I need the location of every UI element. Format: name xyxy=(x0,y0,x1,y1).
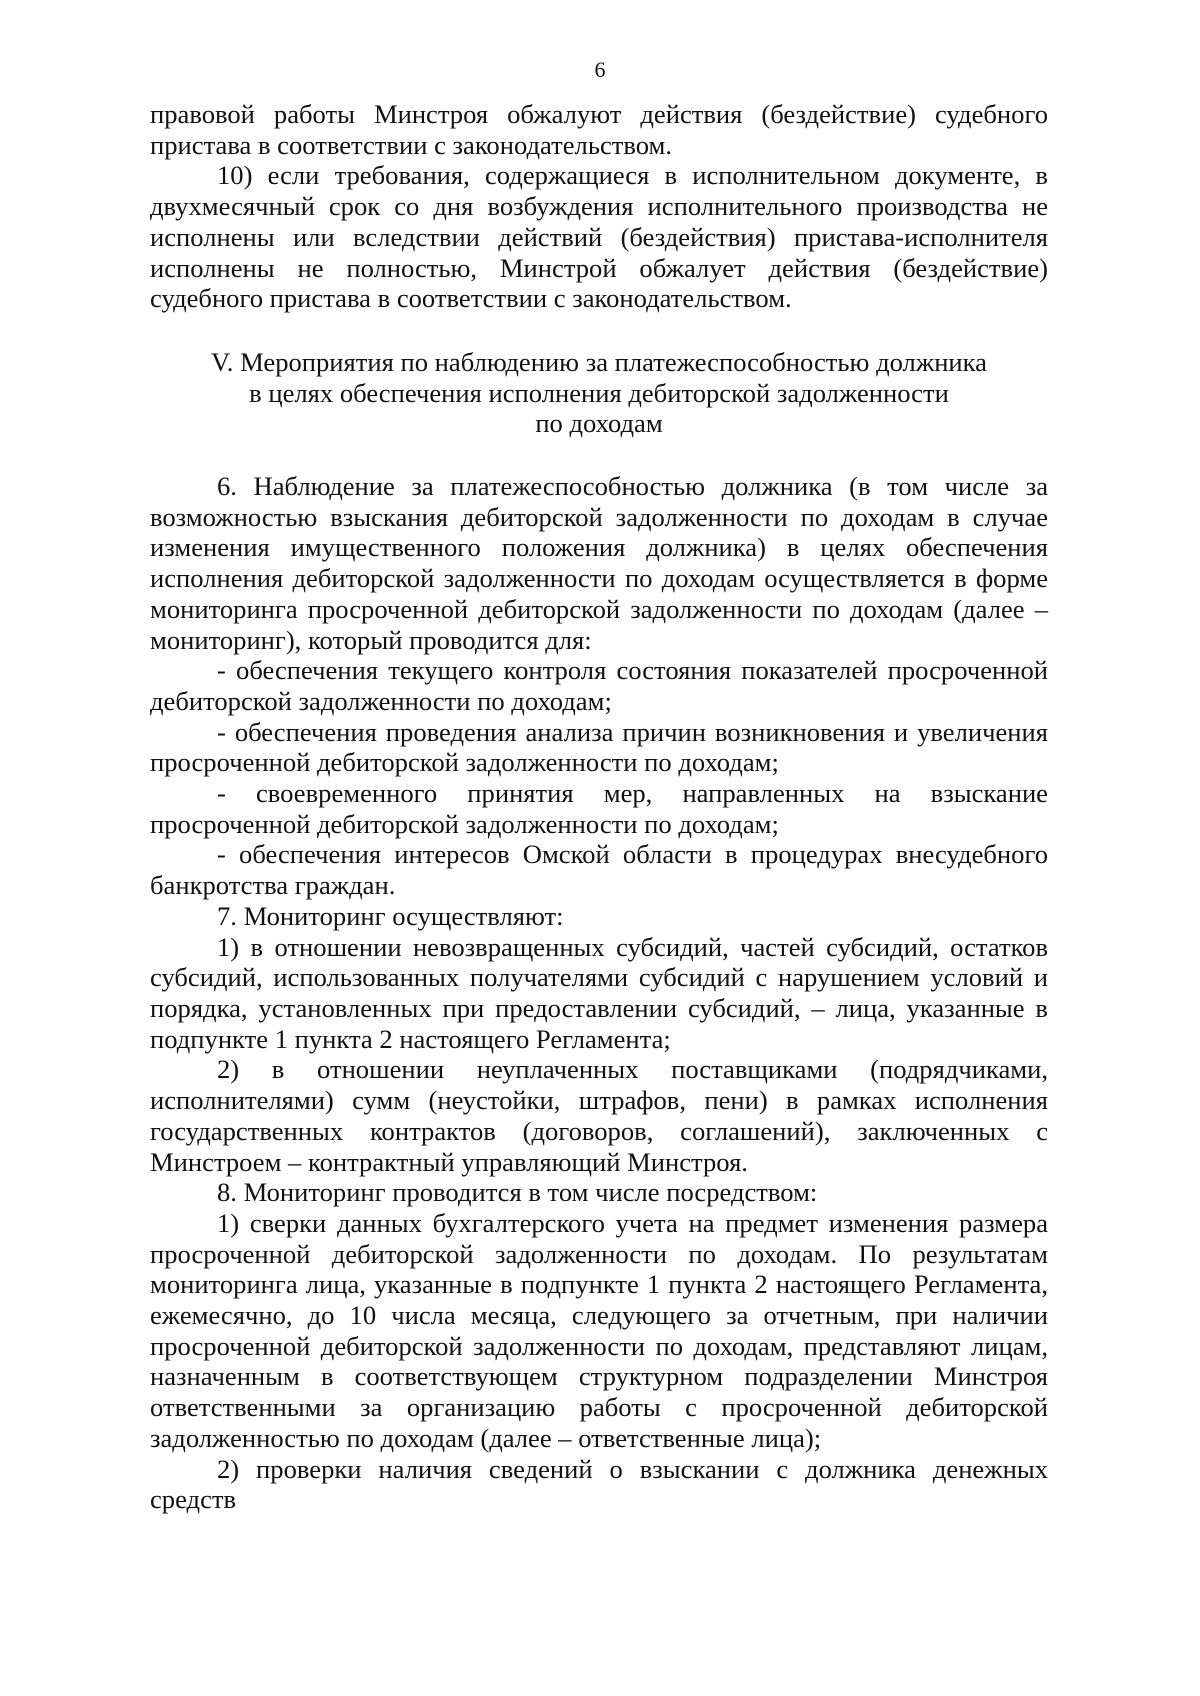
list-item: - своевременного принятия мер, направленных на взыскание просроченной дебиторской задолженности по доходам; xyxy=(150,778,1048,839)
paragraph-continuation: правовой работы Минстроя обжалуют действия (бездействие) судебного пристава в соответствии с законодательством. xyxy=(150,99,1048,160)
document-body xyxy=(150,99,1048,1515)
section-heading-line: в целях обеспечения исполнения дебиторской задолженности xyxy=(249,377,949,408)
paragraph-subclause: 2) проверки наличия сведений о взыскании с должника денежных средств xyxy=(150,1453,1048,1515)
page-number: 6 xyxy=(594,57,606,82)
paragraph-item-10: 10) если требования, содержащиеся в исполнительном документе, в двухмесячный срок со дня возбуждения исполнительного производства не исполнены или вследствии действий (бездействия) пристава-исполнителя исполнены не полностью, Минстрой обжалует действия (бездействие) судебного пристава в соответствии с законодательством. xyxy=(150,160,1048,314)
list-item: - обеспечения текущего контроля состояния показателей просроченной дебиторской задолженности по доходам; xyxy=(150,655,1048,716)
section-heading-line: V. Мероприятия по наблюдению за платежеспособностью должника xyxy=(211,346,987,377)
paragraph-clause-6: 6. Наблюдение за платежеспособностью должника (в том числе за возможностью взыскания дебиторской задолженности по доходам в случае изменения имущественного положения должника) в целях обеспечения исполнения дебиторской задолженности по доходам осуществляется в форме мониторинга просроченной дебиторской задолженности по доходам (далее – мониторинг), который проводится для: xyxy=(150,471,1048,655)
paragraph-subclause: 1) сверки данных бухгалтерского учета на предмет изменения размера просроченной дебиторской задолженности по доходам. По результатам мониторинга лица, указанные в подпункте 1 пункта 2 настоящего Регламента, ежемесячно, до 10 числа месяца, следующего за отчетным, при наличии просроченной дебиторской задолженности по доходам, представляют лицам, назначенным в соответствующем структурном подразделении Минстроя ответственными за организацию работы с просроченной дебиторской задолженностью по доходам (далее – ответственные лица); xyxy=(150,1207,1048,1453)
section-heading xyxy=(150,347,1048,439)
paragraph-subclause: 2) в отношении неуплаченных поставщиками (подрядчиками, исполнителями) сумм (неустойки, штрафов, пени) в рамках исполнения государственных контрактов (договоров, соглашений), заключенных с Минстроем – контрактный управляющий Минстроя. xyxy=(150,1054,1048,1177)
paragraph-subclause: 1) в отношении невозвращенных субсидий, частей субсидий, остатков субсидий, использованных получателями субсидий с нарушением условий и порядка, установленных при предоставлении субсидий, – лица, указанные в подпункте 1 пункта 2 настоящего Регламента; xyxy=(150,931,1048,1054)
section-heading-line: по доходам xyxy=(535,408,663,439)
paragraph-clause-8: 8. Мониторинг проводится в том числе посредством: xyxy=(217,1177,818,1208)
list-item: - обеспечения интересов Омской области в процедурах внесудебного банкротства граждан. xyxy=(150,839,1048,901)
paragraph-clause-7: 7. Мониторинг осуществляют: xyxy=(217,900,564,931)
list-item: - обеспечения проведения анализа причин возникновения и увеличения просроченной дебиторской задолженности по доходам; xyxy=(150,716,1048,778)
